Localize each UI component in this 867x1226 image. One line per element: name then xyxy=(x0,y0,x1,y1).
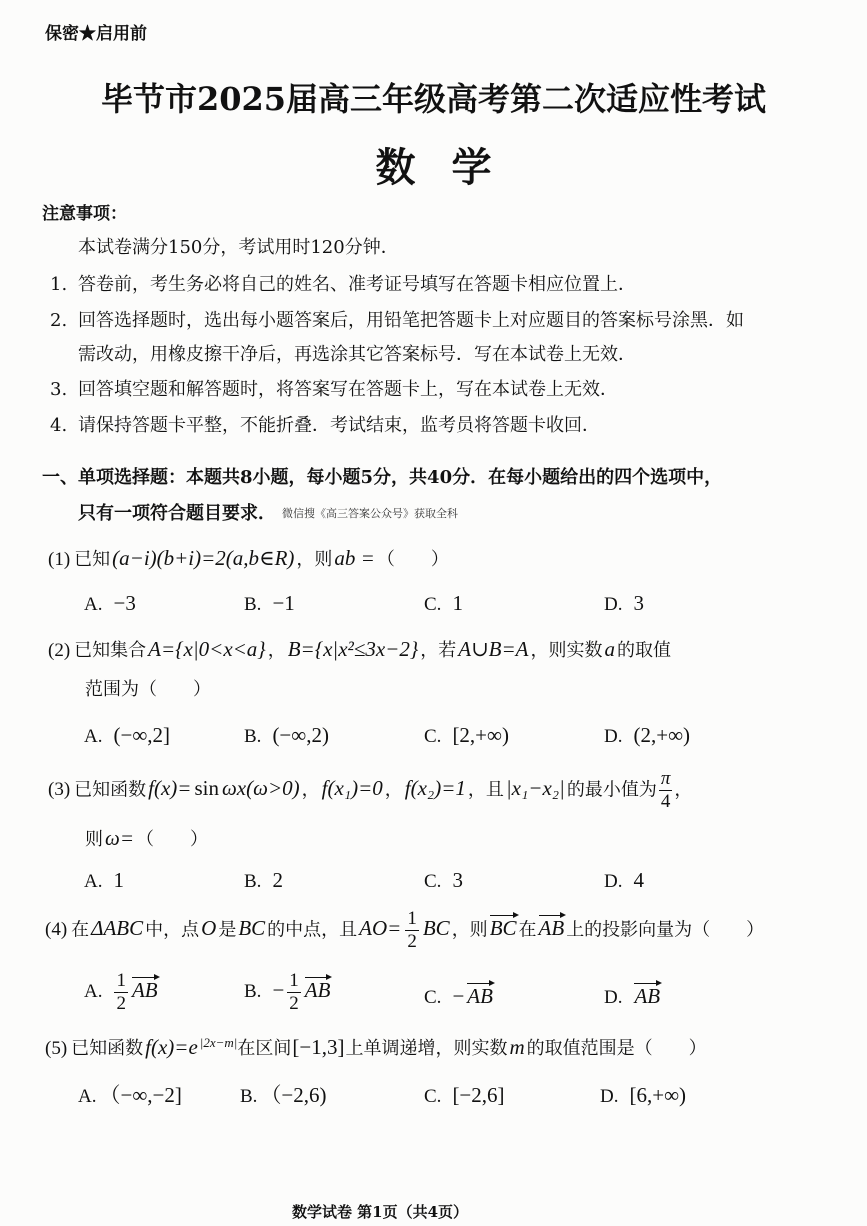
question-number: (4) xyxy=(45,919,68,941)
option-value: [−2,6] xyxy=(452,1083,505,1107)
math-expression: [−1,3] xyxy=(292,1035,345,1059)
option-label: C. xyxy=(424,987,442,1008)
option-label: D. xyxy=(604,726,623,747)
option-value: 3 xyxy=(452,868,463,892)
option-value: [2,+∞) xyxy=(452,723,509,747)
vector-ab: AB xyxy=(131,978,158,1003)
stem-text: ，且 xyxy=(467,779,504,801)
subject-title: 数学 xyxy=(375,144,528,191)
section-heading-line2: 只有一项符合题目要求． xyxy=(78,503,276,524)
fraction xyxy=(287,970,301,1015)
page-footer: 数学试卷 第1页（共4页） xyxy=(291,1203,469,1221)
fraction-denominator: 2 xyxy=(116,992,126,1014)
fraction xyxy=(659,768,673,813)
stem-text: 的取值范围是（ ） xyxy=(526,1038,707,1059)
question-number: (5) xyxy=(45,1038,68,1059)
option-label: A. xyxy=(84,594,103,615)
option-a xyxy=(84,970,160,1015)
notice-item-1-text: 答卷前，考生务必将自己的姓名、准考证号填写在答题卡相应位置上． xyxy=(78,274,636,295)
option-c xyxy=(424,1082,506,1110)
stem-text: 则 xyxy=(85,829,103,850)
question-5-options xyxy=(0,1082,867,1132)
question-2-options xyxy=(0,722,867,772)
section-heading-line2-row xyxy=(78,502,458,525)
question-number: (2) xyxy=(48,640,71,661)
option-a xyxy=(84,722,171,750)
option-b xyxy=(240,1082,328,1110)
stem-text: 的最小值为 xyxy=(566,779,657,801)
math-expression: ω= xyxy=(105,826,134,850)
option-label: C. xyxy=(424,594,442,615)
math-expression: BC xyxy=(238,916,266,941)
fraction-numerator: 1 xyxy=(289,970,299,991)
option-d xyxy=(604,590,645,618)
fraction xyxy=(114,970,128,1015)
option-value: (2,+∞) xyxy=(633,723,691,747)
vector-ab: AB xyxy=(304,978,331,1003)
math-expression: f(x₁)=0 xyxy=(321,776,383,801)
vector-ab: AB xyxy=(634,984,661,1008)
option-value: −3 xyxy=(113,591,136,615)
stem-text: 已知集合 xyxy=(74,640,147,661)
confidential-label: 保密★启用前 xyxy=(45,24,147,44)
option-value: [6,+∞) xyxy=(629,1083,687,1107)
vector-ab: AB xyxy=(538,916,565,941)
option-value: 3 xyxy=(633,591,644,615)
math-expression: (a−i)(b+i)=2(a,b∈R) xyxy=(112,546,295,570)
math-expression: f(x₂)=1 xyxy=(404,776,466,801)
option-label: B. xyxy=(244,981,262,1003)
option-label: C. xyxy=(424,726,442,747)
question-1-options xyxy=(0,590,867,640)
option-label: B. xyxy=(244,726,262,747)
stem-text: 在 xyxy=(518,919,537,941)
option-value: (−∞,2] xyxy=(113,723,171,747)
notice-item-2-text-cont: 需改动，用橡皮擦干净后，再选涂其它答案标号．写在本试卷上无效． xyxy=(78,344,636,365)
stem-text: 在 xyxy=(71,919,90,941)
stem-text: ，则实数 xyxy=(530,640,603,661)
math-expression: AO= xyxy=(359,916,402,941)
option-label: D. xyxy=(604,594,623,615)
question-4-options xyxy=(0,970,867,1020)
option-c xyxy=(424,867,464,895)
math-expression: f(x)=e xyxy=(145,1035,198,1059)
option-d xyxy=(604,722,691,750)
fraction-numerator: 1 xyxy=(116,970,126,991)
notice-item-4-text: 请保持答题卡平整，不能折叠．考试结束，监考员将答题卡收回． xyxy=(78,415,600,436)
stem-text: 上单调递增，则实数 xyxy=(345,1038,508,1059)
option-value: （−2,6) xyxy=(260,1083,327,1107)
exponent: |2x−m| xyxy=(199,1035,238,1050)
math-expression: BC xyxy=(422,916,450,941)
option-d xyxy=(604,867,645,895)
option-value: −1 xyxy=(272,591,295,615)
notice-item-4-number: 4. xyxy=(50,415,68,436)
math-expression: ΔABC xyxy=(91,916,144,941)
question-1-stem xyxy=(48,545,449,573)
stem-text: ， xyxy=(674,779,693,801)
notice-heading: 注意事项： xyxy=(42,204,127,224)
question-5-stem xyxy=(45,1034,707,1062)
stem-text: 上的投影向量为（ ） xyxy=(566,919,765,941)
option-value: 2 xyxy=(272,868,283,892)
math-expression: |x₁−x₂| xyxy=(505,776,565,801)
vector-ab: AB xyxy=(467,984,493,1008)
fraction-denominator: 4 xyxy=(660,790,671,812)
stem-text: 的中点，且 xyxy=(267,919,358,941)
exam-title: 毕节市2025届高三年级高考第二次适应性考试 xyxy=(100,80,767,118)
notice-item-1-number: 1. xyxy=(50,274,68,295)
math-expression: m xyxy=(509,1035,525,1059)
option-a xyxy=(84,590,137,618)
option-value: （−∞,−2] xyxy=(99,1083,182,1107)
option-c xyxy=(424,722,510,750)
stem-text: 的取值 xyxy=(617,640,671,661)
option-label: A. xyxy=(84,871,103,892)
math-expression: f(x)= xyxy=(148,776,192,801)
math-expression: ab = xyxy=(334,546,375,570)
option-c xyxy=(424,982,495,1011)
math-function-name: sin xyxy=(194,776,219,801)
math-expression: a xyxy=(604,637,615,661)
question-3-stem xyxy=(48,768,692,813)
option-c xyxy=(424,590,464,618)
option-value: 1 xyxy=(113,868,124,892)
math-expression: A={x|0<x<a} xyxy=(148,637,266,661)
minus-sign: − xyxy=(452,984,465,1008)
answer-paren: （ ） xyxy=(376,549,449,570)
option-b xyxy=(244,722,330,750)
notice-item-2-text: 回答选择题时，选出每小题答案后，用铅笔把答题卡上对应题目的答案标号涂黑．如 xyxy=(78,310,744,331)
option-label: A. xyxy=(84,981,103,1003)
stem-text: 已知 xyxy=(74,549,111,570)
option-label: A. xyxy=(84,726,103,747)
stem-text: 中，点 xyxy=(145,919,200,941)
fraction xyxy=(405,908,419,953)
stem-text: ，则 xyxy=(296,549,333,570)
question-number: (1) xyxy=(48,549,71,570)
minus-sign: − xyxy=(272,978,285,1003)
vector-bc: BC xyxy=(489,916,517,941)
option-label: D. xyxy=(604,987,623,1008)
option-value: 4 xyxy=(633,868,644,892)
notice-intro: 本试卷满分150分，考试用时120分钟． xyxy=(78,237,399,258)
fraction-denominator: 2 xyxy=(407,930,417,952)
answer-paren: （ ） xyxy=(136,829,208,850)
option-label: C. xyxy=(424,871,442,892)
stem-text: ，若 xyxy=(420,640,457,661)
stem-text: 已知函数 xyxy=(71,1038,144,1059)
stem-text: ，则 xyxy=(451,919,488,941)
option-b xyxy=(244,970,332,1015)
option-d xyxy=(600,1082,687,1110)
notice-item-2-number: 2. xyxy=(50,310,68,331)
question-3-stem-cont xyxy=(85,825,208,852)
option-a xyxy=(78,1082,183,1110)
math-expression: A∪B=A xyxy=(458,637,529,661)
stem-text: 在区间 xyxy=(237,1038,292,1059)
option-label: D. xyxy=(604,871,623,892)
math-expression: O xyxy=(201,916,217,941)
stem-text: ， xyxy=(301,779,320,801)
option-value: (−∞,2) xyxy=(272,723,329,747)
option-label: B. xyxy=(240,1086,258,1107)
stem-text: ， xyxy=(384,779,403,801)
stem-text: 已知函数 xyxy=(74,779,147,801)
question-4-stem xyxy=(45,908,764,953)
notice-item-3-number: 3. xyxy=(50,379,68,400)
option-label: B. xyxy=(244,594,262,615)
question-2-stem-cont: 范围为（ ） xyxy=(85,679,211,700)
option-b xyxy=(244,867,284,895)
option-label: D. xyxy=(600,1086,619,1107)
option-label: C. xyxy=(424,1086,442,1107)
question-2-stem xyxy=(48,636,671,664)
option-a xyxy=(84,867,125,895)
section-heading-line1: 一、单项选择题：本题共8小题，每小题5分，共40分．在每小题给出的四个选项中， xyxy=(42,467,723,488)
fraction-numerator: π xyxy=(660,768,671,789)
fraction-denominator: 2 xyxy=(289,992,299,1014)
option-b xyxy=(244,590,296,618)
option-label: A. xyxy=(78,1086,97,1107)
notice-item-3-text: 回答填空题和解答题时，将答案写在答题卡上，写在本试卷上无效． xyxy=(78,379,618,400)
option-label: B. xyxy=(244,871,262,892)
question-number: (3) xyxy=(48,779,71,801)
option-value: 1 xyxy=(452,591,463,615)
fraction-numerator: 1 xyxy=(407,908,417,929)
option-d xyxy=(604,982,662,1011)
math-expression: B={x|x²≤3x−2} xyxy=(287,637,419,661)
stem-text: 是 xyxy=(218,919,237,941)
watermark-text: 微信搜《高三答案公众号》获取全科 xyxy=(282,506,458,520)
math-expression: ωx(ω>0) xyxy=(221,776,300,801)
stem-text: ， xyxy=(267,640,286,661)
